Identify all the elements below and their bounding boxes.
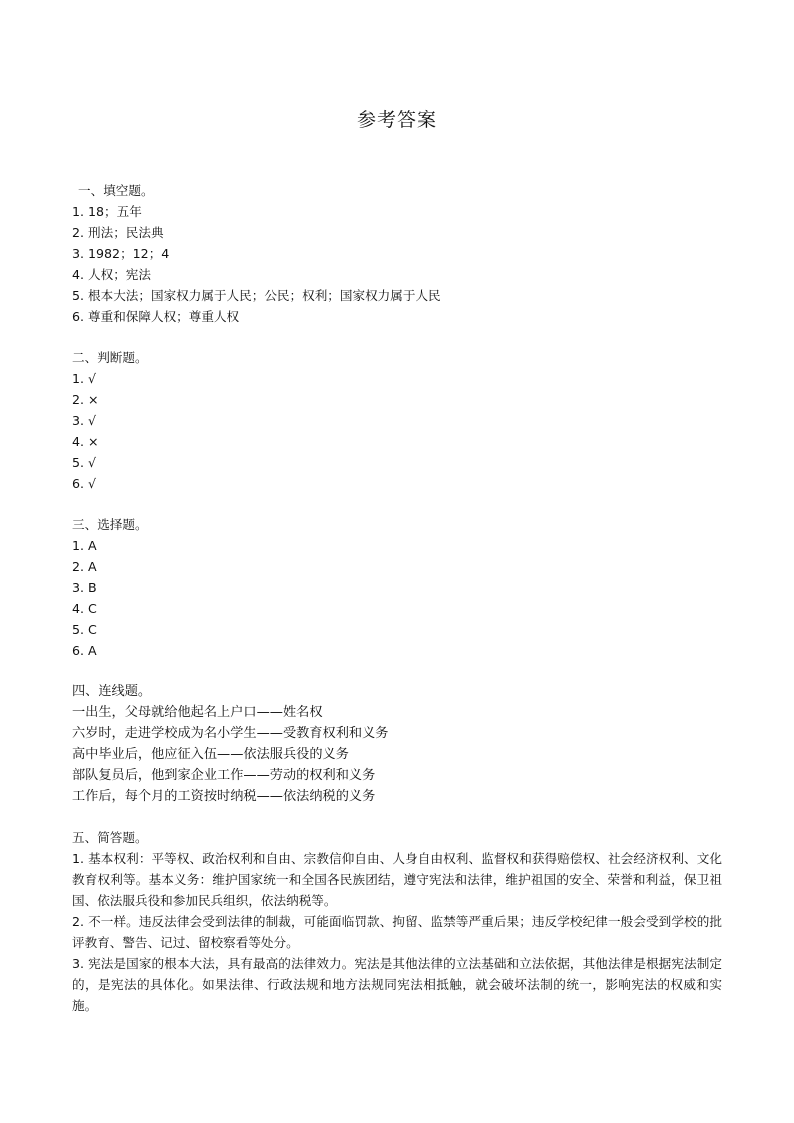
- section-heading: 三、选择题。: [72, 517, 148, 532]
- page-title: 参考答案: [356, 109, 437, 131]
- answer-item: 6. A: [72, 643, 97, 658]
- matching-item: 高中毕业后，他应征入伍——依法服兵役的义务: [72, 747, 349, 762]
- answer-item: 3. B: [72, 580, 97, 595]
- answer-item: 5. √: [72, 455, 97, 470]
- matching-item: 工作后，每个月的工资按时纳税——依法纳税的义务: [72, 789, 376, 804]
- answer-item: 2. 刑法；民法典: [72, 225, 164, 240]
- matching-item: 部队复员后，他到家企业工作——劳动的权利和义务: [72, 768, 376, 783]
- answer-item: 5. C: [72, 622, 97, 637]
- section-multiple-choice: [72, 514, 722, 661]
- answer-item: 5. 根本大法；国家权力属于人民；公民；权利；国家权力属于人民: [72, 288, 441, 303]
- answer-item: 2. ×: [72, 392, 99, 407]
- answer-item: 1. A: [72, 538, 97, 553]
- section-heading: 二、判断题。: [72, 350, 148, 365]
- answer-content: [72, 180, 722, 1036]
- answer-item: 4. ×: [72, 434, 99, 449]
- short-answer-paragraph: 3. 宪法是国家的根本大法，具有最高的法律效力。宪法是其他法律的立法基础和立法依据，其他法律是根据宪法制定的，是宪法的具体化。如果法律、行政法规和地方法规同宪法相抵触，就会破坏法制的统一，影响宪法的权威和实施。: [72, 956, 722, 1013]
- answer-item: 3. 1982；12；4: [72, 246, 170, 261]
- section-fill-blank: [72, 180, 722, 327]
- answer-item: 1. √: [72, 371, 97, 386]
- section-matching: [72, 681, 722, 807]
- short-answer-paragraph: 2. 不一样。违反法律会受到法律的制裁，可能面临罚款、拘留、监禁等严重后果；违反学校纪律一般会受到学校的批评教育、警告、记过、留校察看等处分。: [72, 914, 722, 950]
- answer-item: 2. A: [72, 559, 97, 574]
- answer-item: 4. C: [72, 601, 97, 616]
- answer-item: 6. √: [72, 476, 97, 491]
- answer-item: 3. √: [72, 413, 97, 428]
- matching-item: 一出生，父母就给他起名上户口——姓名权: [72, 705, 323, 720]
- section-heading: 四、连线题。: [72, 684, 152, 699]
- matching-item: 六岁时，走进学校成为名小学生——受教育权利和义务: [72, 726, 389, 741]
- answer-item: 6. 尊重和保障人权；尊重人权: [72, 309, 240, 324]
- answer-item: 1. 18；五年: [72, 204, 142, 219]
- short-answer-paragraph: 1. 基本权利：平等权、政治权利和自由、宗教信仰自由、人身自由权利、监督权和获得赔偿权、社会经济权利、文化教育权利等。基本义务：维护国家统一和全国各民族团结，遵守宪法和法律，维护祖国的安全、荣誉和利益，保卫祖国、依法服兵役和参加民兵组织，依法纳税等。: [72, 851, 722, 908]
- answer-item: 4. 人权；宪法: [72, 267, 151, 282]
- section-short-answer: [72, 827, 722, 1016]
- section-heading: 五、简答题。: [72, 830, 148, 845]
- section-heading: 一、填空题。: [78, 183, 154, 198]
- section-true-false: [72, 347, 722, 494]
